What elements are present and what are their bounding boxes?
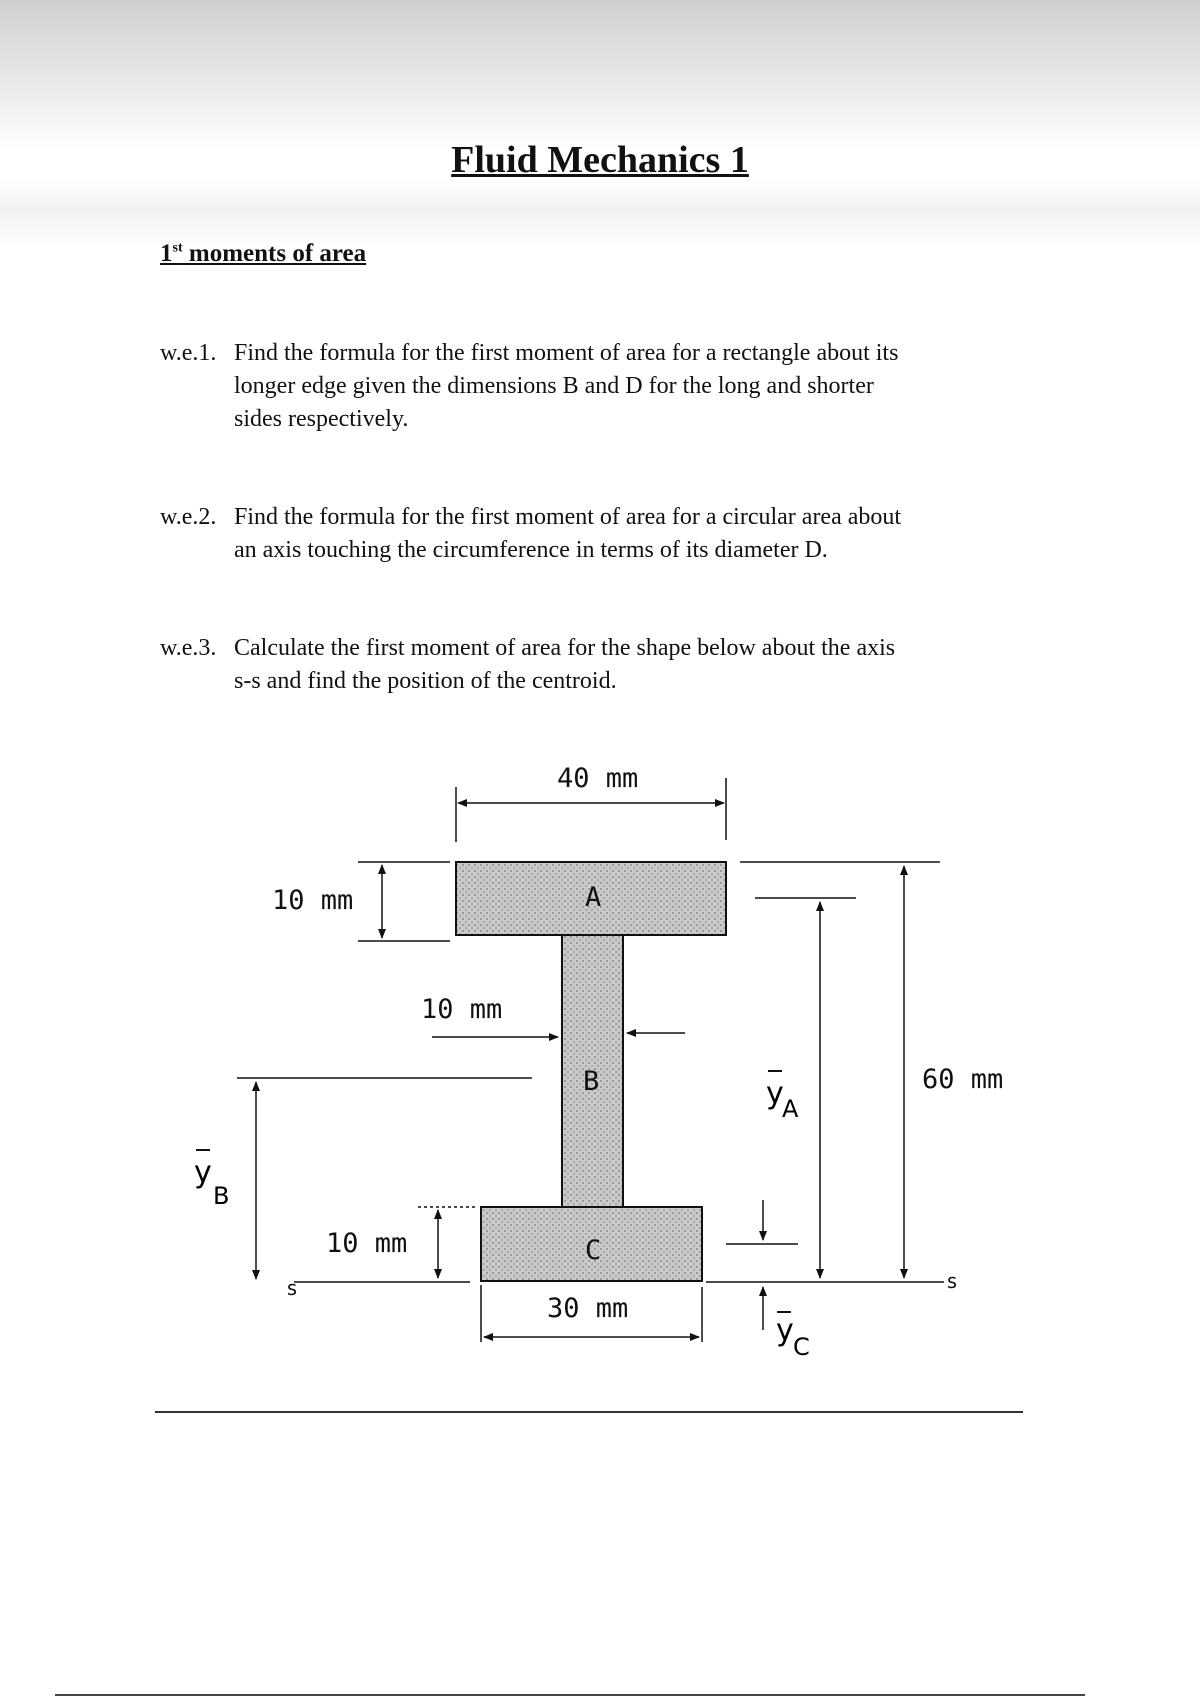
dim-top-width: 40 mm (557, 763, 639, 794)
heading-number: 1 (160, 240, 173, 267)
page-bottom-rule (55, 1694, 1085, 1696)
question-line: sides respectively. (234, 406, 409, 432)
dim-web-thickness: 10 mm (421, 994, 503, 1025)
ybar-a-symbol: y (766, 1076, 784, 1111)
question-line: Find the formula for the first moment of area for a circular area about (234, 504, 902, 530)
dim-bottom-thickness: 10 mm (326, 1228, 408, 1259)
question-line: longer edge given the dimensions B and D for the long and shorter (234, 373, 874, 399)
question-line: an axis touching the circumference in terms of its diameter D. (234, 537, 828, 563)
question-number: w.e.2. (160, 504, 217, 530)
question-line: s-s and find the position of the centroid. (234, 668, 617, 694)
dim-total-height: 60 mm (922, 1064, 1004, 1095)
question-line: Find the formula for the first moment of area for a rectangle about its (234, 340, 899, 366)
question-number: w.e.3. (160, 635, 217, 661)
part-b-label: B (583, 1066, 600, 1097)
question-number: w.e.1. (160, 340, 217, 366)
ybar-b-symbol: y (194, 1155, 212, 1190)
heading-superscript: st (172, 240, 183, 256)
ybar-c-symbol: y (776, 1313, 794, 1348)
part-c-label: C (585, 1235, 602, 1266)
ybar-c-subscript: C (793, 1333, 810, 1361)
dim-bottom-width: 30 mm (547, 1293, 629, 1324)
ybar-b-subscript: B (213, 1182, 230, 1210)
axis-s-right: s (946, 1269, 959, 1293)
section-divider (155, 1411, 1023, 1413)
ybar-a-subscript: A (782, 1095, 799, 1123)
axis-s-left: s (286, 1276, 299, 1300)
heading-text: moments of area (182, 240, 367, 267)
page-title: Fluid Mechanics 1 (451, 139, 749, 181)
part-a-label: A (585, 882, 602, 913)
dim-top-thickness: 10 mm (272, 885, 354, 916)
question-line: Calculate the first moment of area for the shape below about the axis (234, 635, 896, 661)
